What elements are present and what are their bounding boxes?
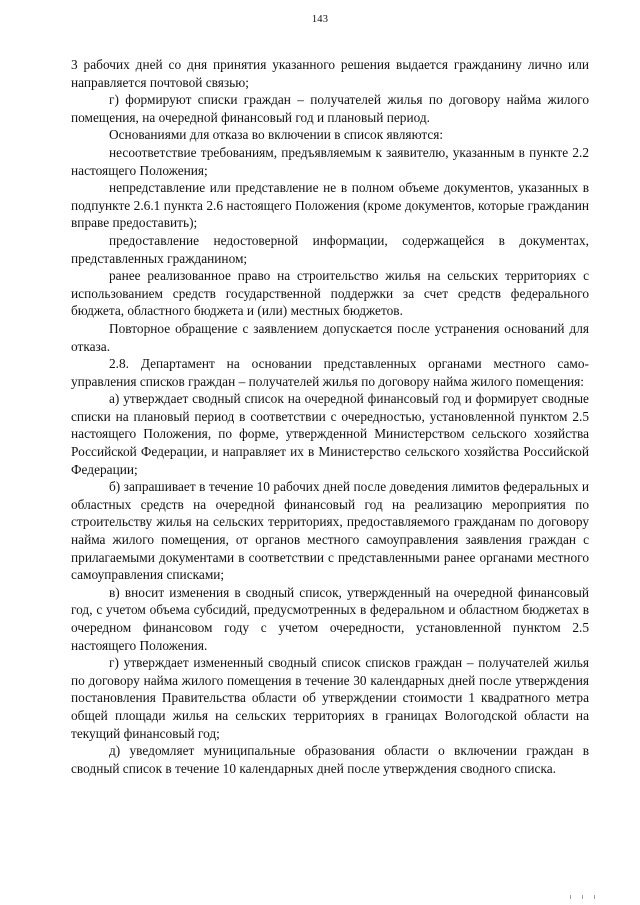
paragraph: в) вносит изменения в сводный список, утвержденный на очередной финансовый год, с учетом объема субсидий, предусмотренных в федеральном и областном бюджетах в очередном финансовом году с учетом очередности, установленной пунктом 2.5 настоящего Положения.: [71, 584, 589, 653]
paragraph: непредставление или представление не в полном объеме документов, указанных в подпункте 2.6.1 пункта 2.6 настоящего Положения (кроме документов, которые гражданин вправе предоставить);: [71, 180, 589, 231]
paragraph: предоставление недостоверной информации, содержащейся в документах, представленных гражданином;: [71, 232, 589, 266]
paragraph: г) утверждает измененный сводный список списков граждан – получателей жилья по договору найма жилого помещения в течение 30 календарных дней после утверждения постановления Правительства области об утверждении стоимости 1 квадратного метра общей площади жилья на сельских территориях в границах Вологодской области на текущий финансовый год;: [71, 655, 589, 741]
paragraph: 3 рабочих дней со дня принятия указанного решения выдается гражданину лично или направляется почтовой связью;: [71, 57, 589, 90]
paragraph: а) утверждает сводный список на очередной финансовый год и формирует сводные списки на плановый период в соответствии с очередностью, установленной пунктом 2.5 настоящего Положения, по форме, утвержденной Министерством сельского хозяйства Российской Федерации, и направляет их в Министерство сельского хозяйства Российской Федерации;: [71, 391, 589, 477]
paragraph: б) запрашивает в течение 10 рабочих дней после доведения лимитов федеральных и областных средств на очередной финансовый год на реализацию мероприятия по строительству жилья на сельских территориях, предоставляемого гражданам по договору найма жилого помещения, от органов местного самоуправления заявления граждан с прилагаемыми документами в соответствии с представленными ранее органами местного самоуправления списками;: [71, 479, 589, 583]
paragraph: г) формируют списки граждан – получателей жилья по договору найма жилого помещения, на очередной финансовый год и плановый период.: [71, 92, 589, 125]
scan-artifact-marks: [570, 895, 596, 899]
paragraph: несоответствие требованиям, предъявляемым к заявителю, указанным в пункте 2.2 настоящего Положения;: [71, 144, 589, 178]
paragraph: ранее реализованное право на строительство жилья на сельских территориях с использованием средств государственной поддержки за счет средств федерального бюджета, областного бюджета и (или) местных бюджетов.: [71, 268, 589, 319]
document-body: [71, 56, 589, 777]
page-number: 143: [311, 14, 329, 25]
paragraph: 2.8. Департамент на основании представленных органами местного самоуправления списков граждан – получателей жилья по договору найма жилого помещения:: [71, 356, 589, 389]
paragraph: Повторное обращение с заявлением допускается после устранения оснований для отказа.: [71, 320, 589, 354]
paragraph: Основаниями для отказа во включении в список являются:: [109, 127, 444, 143]
paragraph: д) уведомляет муниципальные образования области о включении граждан в сводный список в течение 10 календарных дней после утверждения сводного списка.: [71, 743, 589, 776]
